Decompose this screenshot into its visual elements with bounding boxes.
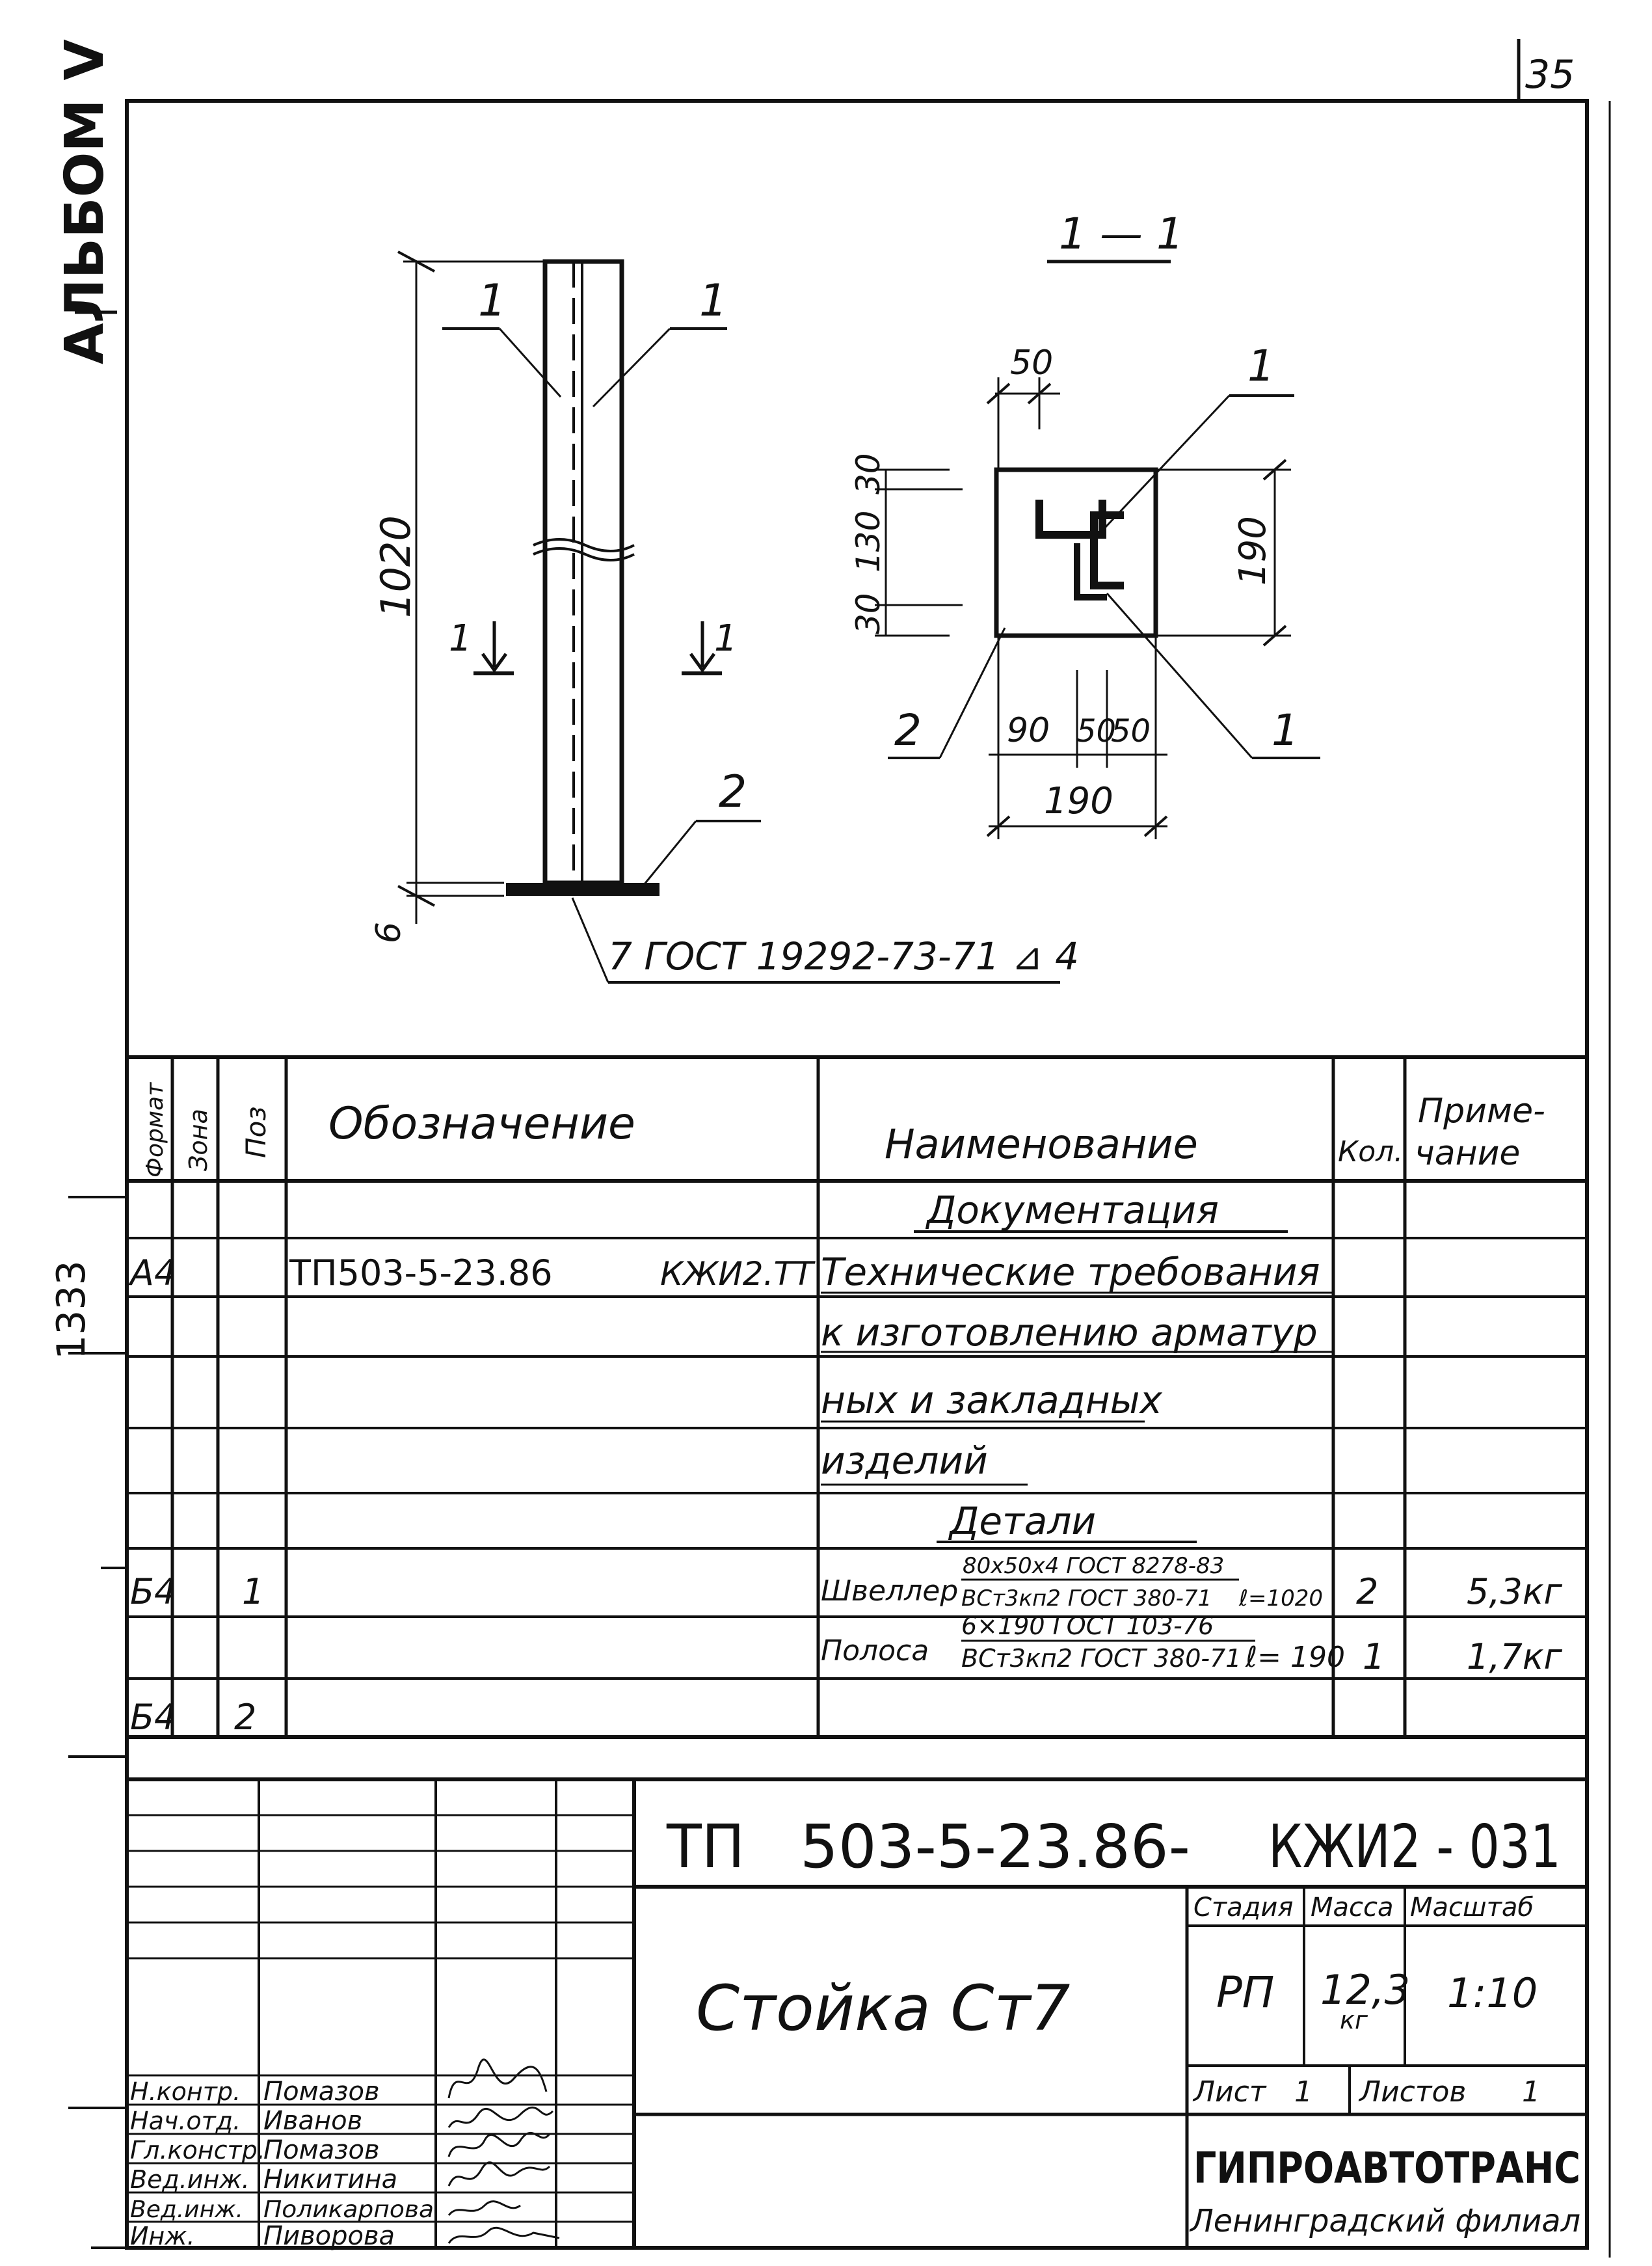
dim-height: 1020 xyxy=(372,515,420,618)
header-qty: Кол. xyxy=(1338,1135,1404,1168)
doc-designation: ТП503-5-23.86 xyxy=(289,1252,553,1293)
album-label: АЛЬБОМ V xyxy=(54,39,116,364)
mass-value: 12,3 xyxy=(1320,1966,1411,2014)
part1-note: 5,3кг xyxy=(1467,1571,1562,1612)
header-designation: Обозначение xyxy=(328,1098,635,1150)
handwritten-signatures xyxy=(449,2060,559,2243)
dim-w50-top: 50 xyxy=(1010,344,1054,383)
row3-pos: 2 xyxy=(234,1697,257,1738)
page-number: 35 xyxy=(1525,52,1575,98)
svg-text:1: 1 xyxy=(714,617,738,660)
elevation-view xyxy=(369,252,1079,982)
doc-name-line-1: Технические требования xyxy=(821,1250,1320,1294)
title-block xyxy=(127,1779,1587,2251)
mass-unit: кг xyxy=(1340,2006,1368,2034)
mass-label: Масса xyxy=(1311,1893,1394,1922)
doc-code-mid: 503-5-23.86- xyxy=(800,1812,1190,1882)
dim-50a: 50 xyxy=(1076,713,1117,749)
sig-role-2: Нач.отд. xyxy=(130,2107,241,2135)
sig-name-3: Помазов xyxy=(263,2135,380,2165)
section-marker-left xyxy=(449,617,514,673)
part1-spec-bottom: ВСт3кп2 ГОСТ 380-71 xyxy=(961,1585,1212,1612)
sig-name-5: Поликарпова xyxy=(263,2196,434,2223)
section-parts: Детали xyxy=(950,1499,1097,1543)
pos-label-1a: 1 xyxy=(478,275,507,327)
sheets-value: 1 xyxy=(1522,2075,1540,2109)
header-format: Формат xyxy=(142,1082,168,1178)
sig-name-2: Иванов xyxy=(263,2106,363,2136)
org-branch: Ленинградский филиал xyxy=(1189,2203,1580,2239)
part1-length: ℓ=1020 xyxy=(1239,1585,1324,1612)
dim-50b: 50 xyxy=(1111,713,1151,749)
doc-name-line-2: к изготовлению арматур xyxy=(821,1310,1318,1355)
dim-130: 130 xyxy=(849,510,887,573)
dim-30a: 30 xyxy=(849,453,887,494)
part1-name: Швеллер xyxy=(821,1574,959,1608)
sig-name-4: Никитина xyxy=(263,2165,398,2194)
sig-role-3: Гл.констр. xyxy=(130,2136,265,2165)
scale-label: Масштаб xyxy=(1410,1893,1534,1922)
part1-qty: 2 xyxy=(1356,1571,1379,1612)
dim-190-right: 190 xyxy=(1232,516,1274,586)
pos-label-2b: 2 xyxy=(894,705,922,755)
doc-name-line-4: изделий xyxy=(821,1438,988,1483)
part2-qty: 1 xyxy=(1363,1636,1385,1677)
doc-code-right: КЖИ2 - 031 xyxy=(1268,1812,1561,1882)
sig-name-6: Пиворова xyxy=(263,2221,395,2251)
doc-format: А4 xyxy=(130,1252,177,1293)
pos-label-1c: 1 xyxy=(1247,341,1275,391)
part2-name: Полоса xyxy=(821,1634,929,1667)
section-documentation: Документация xyxy=(927,1188,1219,1232)
sheet-value: 1 xyxy=(1294,2075,1312,2109)
doc-code-left: ТП xyxy=(666,1812,745,1882)
pos-label-1b: 1 xyxy=(699,275,728,327)
dim-190-bottom: 190 xyxy=(1044,780,1113,822)
part1-spec-top: 80x50x4 ГОСТ 8278-83 xyxy=(963,1553,1225,1579)
sheets-label: Листов xyxy=(1359,2075,1467,2109)
pos-label-1d: 1 xyxy=(1272,705,1299,755)
stage-value: РП xyxy=(1216,1967,1275,2017)
doc-name-line-3: ных и закладных xyxy=(821,1378,1162,1422)
sig-role-1: Н.контр. xyxy=(130,2077,241,2106)
section-title: 1 — 1 xyxy=(1059,209,1184,259)
sig-name-1: Помазов xyxy=(263,2077,380,2107)
section-marker-right xyxy=(682,617,738,673)
header-zone: Зона xyxy=(184,1109,213,1171)
part2-spec-top: 6×190 ГОСТ 103-76 xyxy=(961,1612,1214,1640)
header-note-1: Приме- xyxy=(1418,1092,1545,1131)
drawing-title: Стойка Ст7 xyxy=(696,1972,1071,2045)
dim-30b: 30 xyxy=(849,593,887,634)
row3-format: Б4 xyxy=(130,1697,177,1738)
org-name: ГИПРОАВТОТРАНС xyxy=(1193,2143,1580,2193)
header-name: Наименование xyxy=(885,1120,1198,1168)
part2-spec-bottom: ВСт3кп2 ГОСТ 380-71 xyxy=(961,1644,1242,1673)
sig-role-6: Инж. xyxy=(130,2222,195,2250)
dim-90: 90 xyxy=(1007,711,1050,750)
page-number-box xyxy=(1519,39,1587,101)
weld-note: 7 ГОСТ 19292-73-71 ⊿ 4 xyxy=(608,934,1080,978)
sig-role-4: Вед.инж. xyxy=(130,2165,250,2194)
part1-pos: 1 xyxy=(242,1571,265,1612)
part2-length: ℓ= 190 xyxy=(1246,1641,1346,1674)
section-view xyxy=(849,209,1320,839)
sheet-label: Лист xyxy=(1193,2075,1266,2109)
svg-text:1: 1 xyxy=(449,617,472,660)
part1-format: Б4 xyxy=(130,1571,177,1612)
header-note-2: чание xyxy=(1415,1134,1521,1173)
spec-table xyxy=(127,1057,1587,1738)
stage-label: Стадия xyxy=(1193,1893,1294,1922)
sig-role-5: Вед.инж. xyxy=(130,2196,243,2223)
pos-label-2a: 2 xyxy=(719,766,747,818)
doc-code: КЖИ2.ТТ xyxy=(660,1255,814,1293)
side-number-fragment: 1333 xyxy=(49,1260,94,1360)
scale-value: 1:10 xyxy=(1447,1969,1538,2017)
dim-plate: 6 xyxy=(369,921,408,943)
header-pos: Поз xyxy=(240,1106,272,1158)
part2-note: 1,7кг xyxy=(1467,1636,1562,1677)
